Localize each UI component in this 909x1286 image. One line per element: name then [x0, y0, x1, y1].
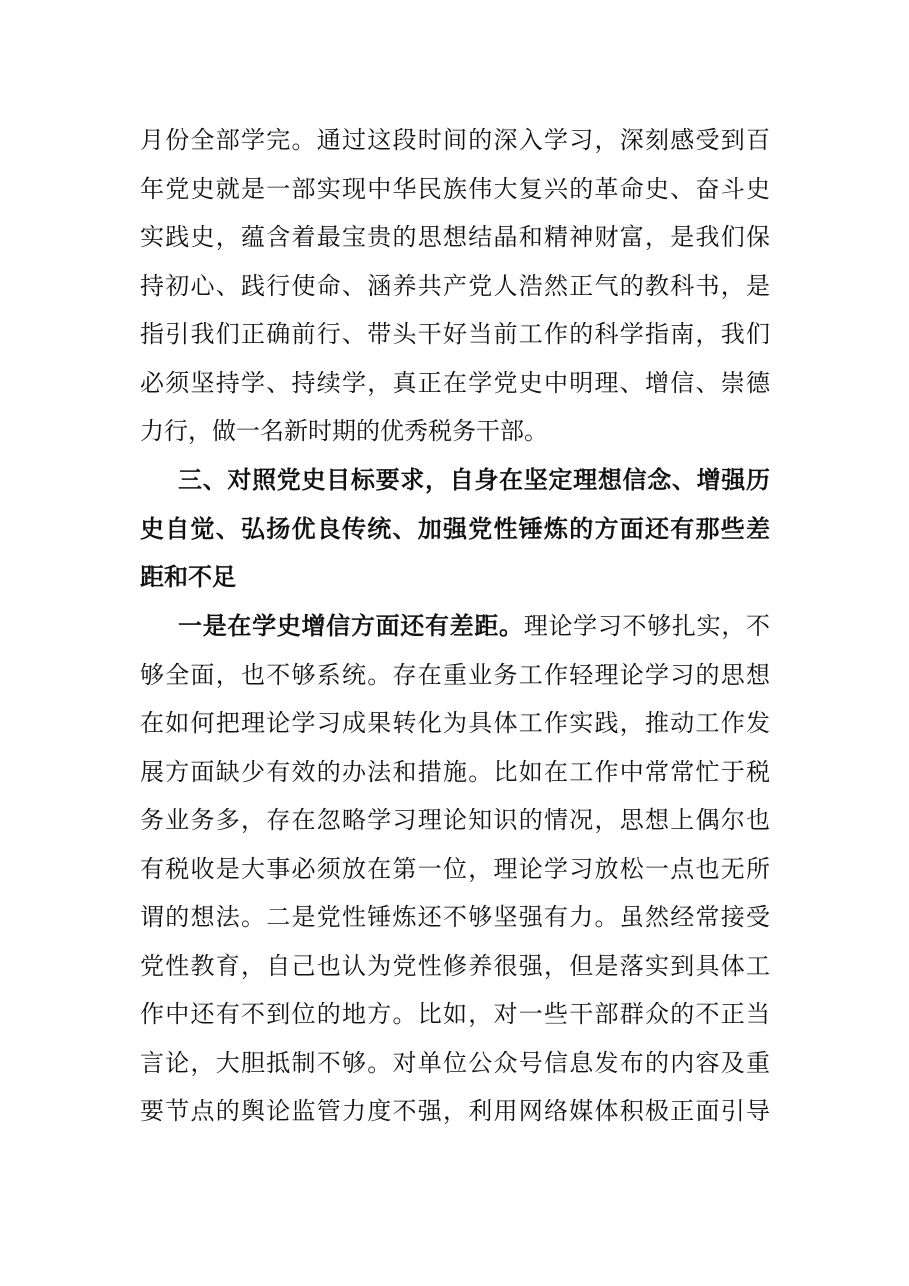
heading-line: 距和不足 — [140, 562, 236, 591]
paragraph-study-reflection — [140, 116, 770, 456]
text-line: 指引我们正确前行、带头干好当前工作的科学指南，我们 — [140, 320, 770, 348]
text-line: 要节点的舆论监管力度不强，利用网络媒体积极正面引导 — [140, 1097, 770, 1125]
text-line: 作中还有不到位的地方。比如，对一些干部群众的不正当 — [140, 1000, 770, 1028]
text-line: 在如何把理论学习成果转化为具体工作实践，推动工作发 — [140, 709, 770, 737]
lead-rest-text: 理论学习不够扎实，不 — [523, 612, 771, 640]
text-line-lead — [140, 602, 770, 651]
section-heading-three — [140, 456, 770, 602]
text-line: 展方面缺少有效的办法和措施。比如在工作中常常忙于税 — [140, 757, 770, 786]
paragraph-shortcomings — [140, 602, 770, 1136]
lead-bold-phrase: 一是在学史增信方面还有差距。 — [178, 611, 524, 640]
text-line: 年党史就是一部实现中华民族伟大复兴的革命史、奋斗史 — [140, 174, 770, 203]
text-line: 有税收是大事必须放在第一位，理论学习放松一点也无所 — [140, 854, 770, 883]
heading-line: 三、对照党史目标要求，自身在坚定理想信念、增强历 — [178, 465, 770, 494]
text-line: 必须坚持学、持续学，真正在学党史中明理、增信、崇德 — [140, 368, 770, 397]
text-line: 务业务多，存在忽略学习理论知识的情况，思想上偶尔也 — [140, 806, 770, 834]
text-line: 够全面，也不够系统。存在重业务工作轻理论学习的思想 — [140, 660, 770, 689]
text-line: 持初心、践行使命、涵养共产党人浩然正气的教科书，是 — [140, 271, 770, 300]
text-line: 力行，做一名新时期的优秀税务干部。 — [140, 417, 548, 445]
text-line: 月份全部学完。通过这段时间的深入学习，深刻感受到百 — [140, 126, 770, 154]
text-line: 党性教育，自己也认为党性修养很强，但是落实到具体工 — [140, 951, 770, 980]
text-line: 实践史，蕴含着最宝贵的思想结晶和精神财富，是我们保 — [140, 223, 770, 251]
text-line: 言论，大胆抵制不够。对单位公众号信息发布的内容及重 — [140, 1048, 770, 1077]
text-line: 谓的想法。二是党性锤炼还不够坚强有力。虽然经常接受 — [140, 903, 770, 931]
heading-line: 史自觉、弘扬优良传统、加强党性锤炼的方面还有那些差 — [140, 513, 770, 543]
